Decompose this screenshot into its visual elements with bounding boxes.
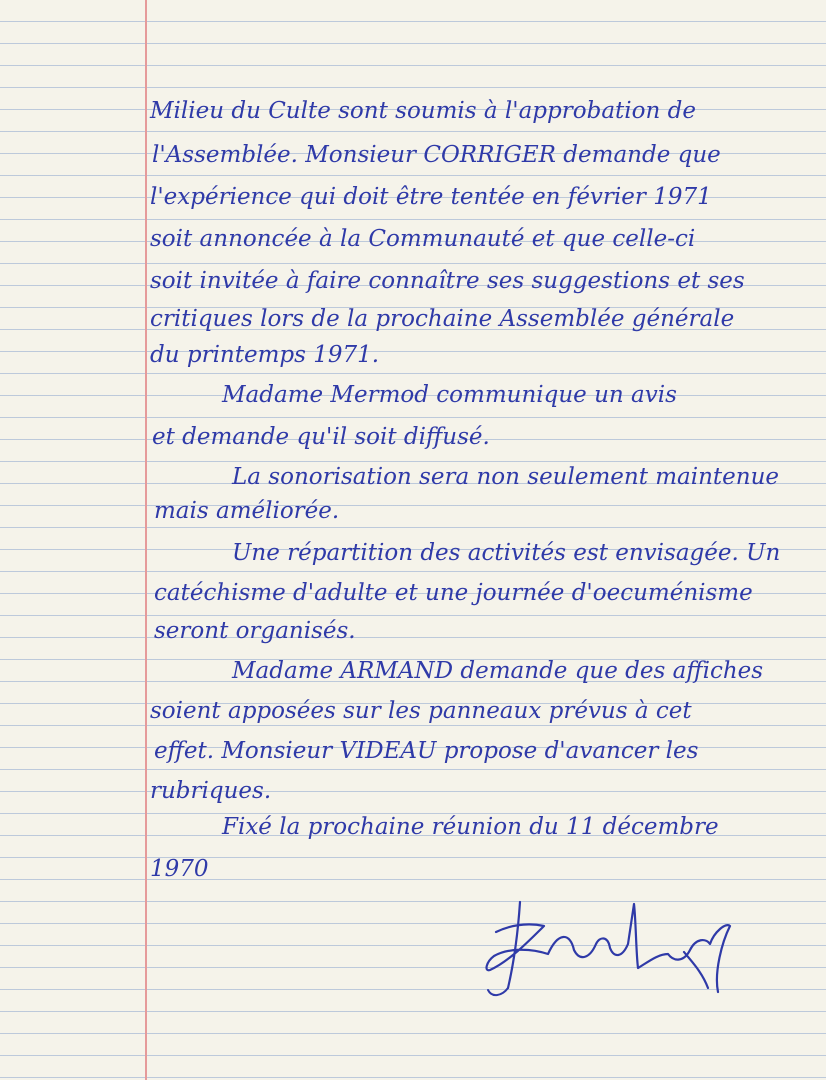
margin-line [145,0,147,1080]
handwritten-line: du printemps 1971. [150,342,380,368]
handwritten-line: 1970 [150,856,209,882]
signature [478,892,748,1002]
handwritten-line: Madame ARMAND demande que des affiches [232,658,764,684]
handwritten-line: rubriques. [150,778,272,804]
handwritten-line: effet. Monsieur VIDEAU propose d'avancer les [154,738,699,764]
handwritten-line: soient apposées sur les panneaux prévus à cet [150,698,692,724]
handwritten-line: mais améliorée. [154,498,340,524]
handwritten-line: soit annoncée à la Communauté et que celle-ci [150,226,696,252]
handwritten-line: et demande qu'il soit diffusé. [152,424,490,450]
handwritten-line: l'expérience qui doit être tentée en février 1971 [150,184,712,210]
handwritten-line: Milieu du Culte sont soumis à l'approbation de [150,98,696,124]
handwritten-line: Madame Mermod communique un avis [222,382,677,408]
handwritten-line: Fixé la prochaine réunion du 11 décembre [222,814,719,840]
handwritten-line: soit invitée à faire connaître ses suggestions et ses [150,268,745,294]
handwritten-line: seront organisés. [154,618,356,644]
handwritten-line: catéchisme d'adulte et une journée d'oecuménisme [154,580,753,606]
handwritten-line: Une répartition des activités est envisagée. Un [232,540,781,566]
handwritten-line: l'Assemblée. Monsieur CORRIGER demande que [152,142,721,168]
handwritten-line: critiques lors de la prochaine Assemblée générale [150,306,735,332]
handwritten-line: La sonorisation sera non seulement maintenue [232,464,780,490]
